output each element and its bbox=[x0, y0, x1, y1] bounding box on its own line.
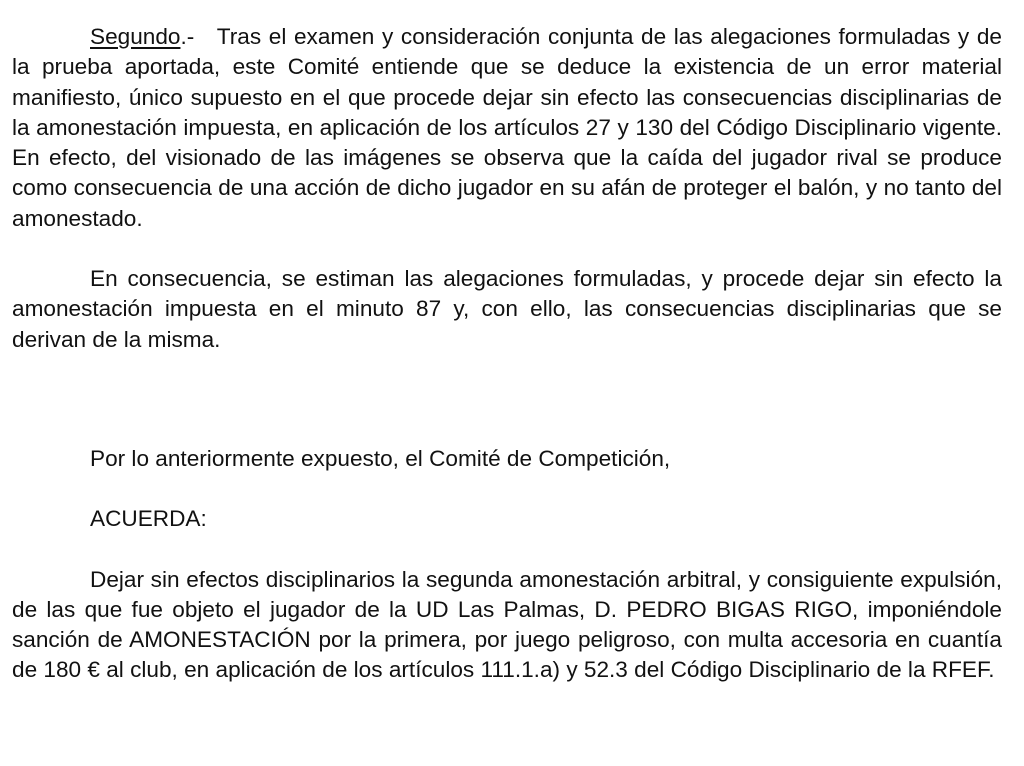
section-heading-segundo: Segundo bbox=[90, 24, 181, 49]
spacer bbox=[12, 234, 1002, 264]
spacer bbox=[12, 355, 1002, 444]
spacer bbox=[12, 474, 1002, 504]
paragraph-segundo bbox=[12, 22, 1002, 234]
acuerda-heading: ACUERDA: bbox=[90, 506, 207, 532]
paragraph-consecuencia: En consecuencia, se estiman las alegaciones formuladas, y procede dejar sin efecto la amonestación impuesta en el minuto 87 y, con ello, las consecuencias disciplinarias que se derivan de la misma. bbox=[12, 266, 1002, 352]
spacer bbox=[12, 535, 1002, 565]
document-page bbox=[12, 22, 1002, 686]
paragraph-por-lo-anterior: Por lo anteriormente expuesto, el Comité de Competición, bbox=[90, 445, 671, 471]
segundo-body: Tras el examen y consideración conjunta de las alegaciones formuladas y de la prueba aportada, este Comité entiende que se deduce la existencia de un error material manifiesto, único supuesto en el que procede dejar sin efecto las consecuencias disciplinarias de la amonestación impuesta, en aplicación de los artículos 27 y 130 del Código Disciplinario vigente. En efecto, del visionado de las imágenes se observa que la caída del jugador rival se produce como consecuencia de una acción de dicho jugador en su afán de proteger el balón, y no tanto del amonestado. bbox=[12, 24, 1002, 231]
paragraph-resolution: Dejar sin efectos disciplinarios la segunda amonestación arbitral, y consiguiente expulsión, de las que fue objeto el jugador de la UD Las Palmas, D. PEDRO BIGAS RIGO, imponiéndole sanción de AMONESTACIÓN por la primera, por juego peligroso, con multa accesoria en cuantía de 180 € al club, en aplicación de los artículos 111.1.a) y 52.3 del Código Disciplinario de la RFEF. bbox=[12, 566, 1002, 683]
section-heading-suffix: .- bbox=[180, 24, 217, 49]
